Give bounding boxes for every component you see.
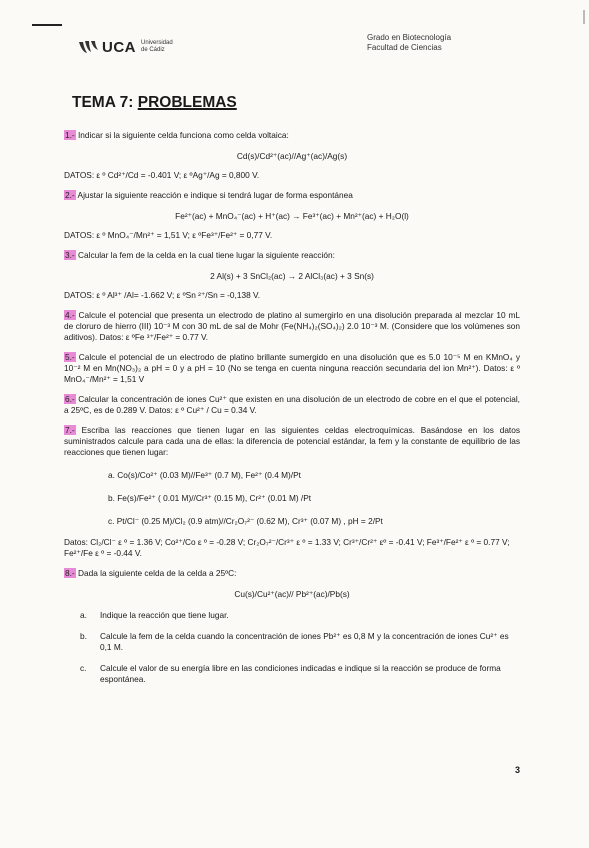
- problem-number: 7.-: [65, 425, 75, 435]
- problem-number: 4.-: [65, 310, 75, 320]
- question-item: [80, 610, 520, 621]
- course-name: Grado en Biotecnología: [367, 33, 452, 42]
- question-text: Indique la reacción que tiene lugar.: [100, 610, 229, 620]
- problem-text: Calcular la fem de la celda en la cual tiene lugar la siguiente reacción:: [75, 250, 335, 260]
- problem-4: [64, 310, 520, 343]
- problem-number: 3.-: [65, 250, 75, 260]
- problem-3: [64, 250, 520, 301]
- problem-8: [64, 568, 520, 685]
- question-item: [80, 663, 520, 685]
- problem-5: [64, 352, 520, 385]
- problem-statement: [64, 310, 520, 343]
- scan-mark: [32, 24, 62, 26]
- problem-text: Calcular la concentración de iones Cu²⁺ que existen en una disolución de un electrodo de cobre en el que el potencial, a 25ºC, es de 0.289 V. Datos: ε º Cu²⁺ / Cu = 0.34 V.: [64, 394, 520, 415]
- problem-data: DATOS: ε º MnO₄⁻/Mn²⁺ = 1,51 V; ε ºFe³⁺/Fe²⁺ = 0,77 V.: [64, 230, 273, 240]
- question-text: Calcule la fem de la celda cuando la concentración de iones Pb²⁺ es 0,8 M y la concentración de iones Cu²⁺ es 0,1 M.: [100, 631, 509, 652]
- problem-equation: Cu(s)/Cu²⁺(ac)// Pb²⁺(ac)/Pb(s): [234, 589, 350, 599]
- problem-statement: [64, 568, 520, 579]
- university-logo: [78, 38, 173, 56]
- problem-6: [64, 394, 520, 416]
- logo-emblem-icon: [78, 38, 100, 56]
- title-underlined: PROBLEMAS: [137, 94, 237, 111]
- question-letter: c.: [80, 663, 87, 673]
- problem-1: [64, 130, 520, 181]
- logo-subtitle: [141, 40, 173, 54]
- problem-data: Datos: Cl₂/Cl⁻ ε º = 1.36 V; Co²⁺/Co ε º = -0.28 V; Cr₂O₇²⁻/Cr³⁺ ε º = 1.33 V; Cr³⁺/Cr²⁺ εº = -0.41 V; Fe³⁺/Fe²⁺ ε º = 0.77 V; Fe²⁺/Fe ε º = -0.44 V.: [64, 537, 510, 558]
- problem-number: 2.-: [65, 190, 75, 200]
- cell-item: b. Fe(s)/Fe²⁺ ( 0.01 M)//Cr³⁺ (0.15 M), Cr²⁺ (0.01 M) /Pt: [108, 493, 312, 503]
- problem-statement: [64, 425, 520, 458]
- problem-list: [64, 130, 520, 685]
- title-prefix: TEMA 7:: [72, 94, 138, 111]
- problem-number: 8.-: [65, 568, 75, 578]
- problem-data: DATOS: ε º Cd²⁺/Cd = -0.401 V; ε ºAg⁺/Ag = 0,800 V.: [64, 170, 260, 180]
- problem-text: Calcule el potencial que presenta un electrodo de platino al sumergirlo en una disolución preparada al mezclar 10 mL de cloruro de hierro (III) 10⁻³ M con 30 mL de sal de Mohr (Fe(NH₄)₂(SO₄)₂) 2.0 10⁻³ M. (Considere que los volúmenes son aditivos). Datos: ε ºFe ³⁺/Fe²⁺ = 0.77 V.: [64, 310, 520, 342]
- problem-number: 6.-: [65, 394, 75, 404]
- problem-text: Calcule el potencial de un electrodo de platino brillante sumergido en una disolución que es 5.0 10⁻⁵ M en KMnO₄ y 10⁻² M en Mn(NO₃)₂ a pH = 0 y a pH = 10 (No se tenga en cuenta ninguna reacción secundaria del ion Mn²⁺). Datos: ε º MnO₄⁻/Mn²⁺ = 1,51 V: [64, 352, 520, 384]
- problem-data: DATOS: ε º Al³⁺ /Al= -1.662 V; ε ºSn ²⁺/Sn = -0,138 V.: [64, 290, 261, 300]
- problem-2: [64, 190, 520, 241]
- problem-statement: [64, 352, 520, 385]
- logo-text: UCA: [102, 38, 136, 56]
- logo-subtitle-line-2: de Cádiz: [141, 47, 165, 53]
- cell-item: a. Co(s)/Co²⁺ (0.03 M)//Fe³⁺ (0.7 M), Fe²⁺ (0.4 M)/Pt: [108, 470, 301, 480]
- problem-equation: 2 Al(s) + 3 SnCl₂(ac) → 2 AlCl₃(ac) + 3 Sn(s): [210, 271, 374, 281]
- problem-7: [64, 425, 520, 559]
- page-title: [72, 94, 237, 112]
- question-letter: a.: [80, 610, 87, 620]
- problem-statement: [64, 394, 520, 416]
- problem-statement: [64, 130, 520, 141]
- problem-text: Dada la siguiente celda de la celda a 25ºC:: [75, 568, 237, 578]
- problem-number: 5.-: [65, 352, 75, 362]
- cell-item: c. Pt/Cl⁻ (0.25 M)/Cl₂ (0.9 atm)//Cr₂O₇²⁻ (0.62 M), Cr³⁺ (0.07 M) , pH = 2/Pt: [108, 516, 383, 526]
- problem-text: Ajustar la siguiente reacción e indique si tendrá lugar de forma espontánea: [75, 190, 353, 200]
- problem-text: Indicar si la siguiente celda funciona como celda voltaica:: [75, 130, 289, 140]
- scan-edge-mark: [583, 10, 585, 24]
- problem-equation: Cd(s)/Cd²⁺(ac)//Ag⁺(ac)/Ag(s): [236, 151, 348, 161]
- problem-equation: Fe²⁺(ac) + MnO₄⁻(ac) + H⁺(ac) → Fe³⁺(ac) + Mn²⁺(ac) + H₂O(l): [175, 211, 409, 221]
- cell-list: [64, 470, 520, 527]
- logo-subtitle-line-1: Universidad: [141, 40, 173, 46]
- problem-number: 1.-: [65, 130, 75, 140]
- problem-statement: [64, 250, 520, 261]
- faculty-name: Facultad de Ciencias: [367, 43, 442, 52]
- question-list: [64, 610, 520, 685]
- page-number: 3: [515, 765, 521, 775]
- question-item: [80, 631, 520, 653]
- header-course-info: [367, 33, 451, 53]
- problem-statement: [64, 190, 520, 201]
- question-text: Calcule el valor de su energía libre en las condiciones indicadas e indique si la reacción se produce de forma espontánea.: [100, 663, 501, 684]
- question-letter: b.: [80, 631, 87, 641]
- problem-text: Escriba las reacciones que tienen lugar en las siguientes celdas electroquímicas. Basándose en los datos suministrados calcule para cada una de ellas: la diferencia de potencial estándar, la fem y la constante de equilibrio de las reacciones que tienen lugar:: [64, 425, 520, 457]
